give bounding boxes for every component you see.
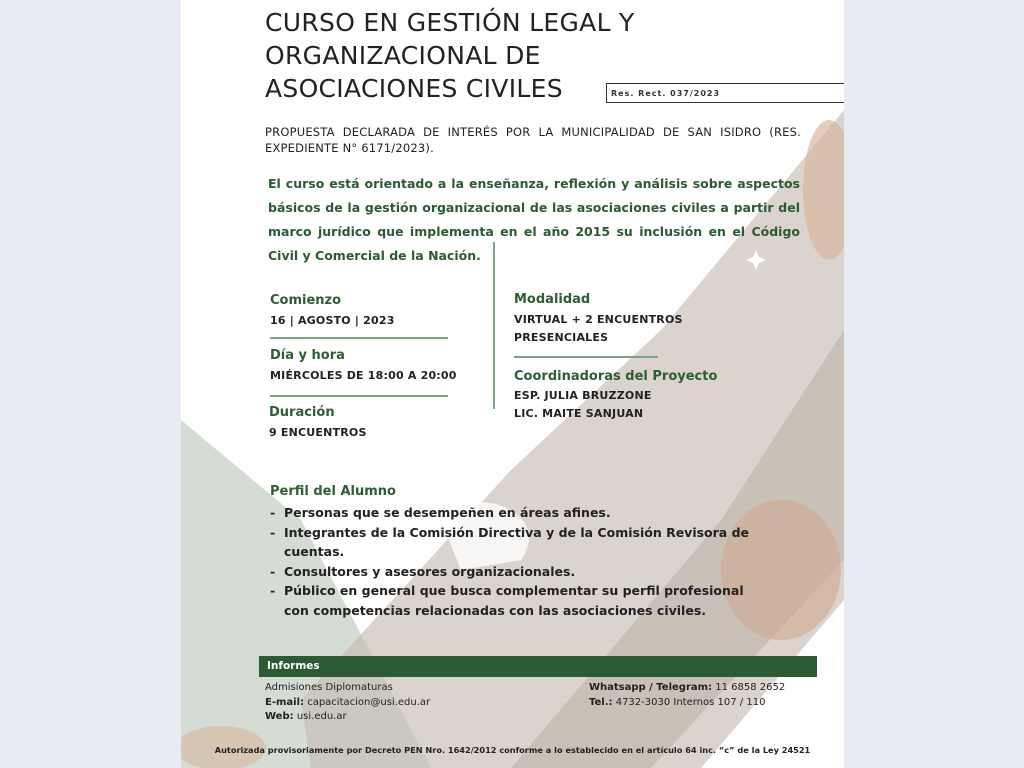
tel-number[interactable]: 4732-3030 Internos 107 / 110 <box>615 696 766 708</box>
perfil-item-text: Público en general que busca complementar su perfil profesional con competencias relacionadas con las asociaciones civiles. <box>284 583 744 618</box>
duracion-label: Duración <box>269 405 335 420</box>
flyer-content <box>181 0 844 768</box>
title-line-1: CURSO EN GESTIÓN LEGAL Y <box>265 8 635 37</box>
declared-interest-text: PROPUESTA DECLARADA DE INTERÉS POR LA MUNICIPALIDAD DE SAN ISIDRO (RES. EXPEDIENTE N° 6171/2023). <box>265 125 801 155</box>
perfil-item-text: Personas que se desempeñen en áreas afines. <box>284 505 611 520</box>
contact-right <box>589 681 785 710</box>
modalidad-label: Modalidad <box>514 292 591 307</box>
bullet-dash: - <box>270 563 276 579</box>
legal-footer: Autorizada provisoriamente por Decreto PEN Nro. 1642/2012 conforme a lo establecido en el artículo 64 inc. “c” de la Ley 24521 <box>214 745 811 755</box>
dia-hora-label: Día y hora <box>270 348 345 363</box>
coordinadora-1: ESP. JULIA BRUZZONE <box>514 389 652 402</box>
informes-title: Informes <box>267 660 320 672</box>
vertical-divider <box>493 242 495 409</box>
perfil-item-text: Integrantes de la Comisión Directiva y de la Comisión Revisora de cuentas. <box>284 524 750 559</box>
contact-left <box>265 681 430 725</box>
web-link[interactable]: usi.edu.ar <box>296 711 347 722</box>
resolution-number: Res. Rect. 037/2023 <box>611 89 721 98</box>
bullet-dash: - <box>270 505 276 520</box>
modalidad-value-line-1: VIRTUAL + 2 ENCUENTROS <box>514 313 683 326</box>
tel-label: Tel.: <box>589 696 613 708</box>
title-line-2: ORGANIZACIONAL DE <box>265 41 541 70</box>
comienzo-label: Comienzo <box>270 293 342 308</box>
comienzo-value: 16 | AGOSTO | 2023 <box>270 314 395 327</box>
coordinadora-2: LIC. MAITE SANJUAN <box>514 407 644 420</box>
title-line-3: ASOCIACIONES CIVILES <box>265 74 563 103</box>
dia-hora-value: MIÉRCOLES DE 18:00 A 20:00 <box>270 369 457 382</box>
perfil-item-text: Consultores y asesores organizacionales. <box>284 563 576 579</box>
web-row <box>265 710 430 725</box>
divider-modalidad <box>514 356 658 358</box>
list-item <box>270 562 750 582</box>
admisiones-label: Admisiones Diplomaturas <box>265 682 393 693</box>
tel-row <box>589 696 785 711</box>
list-item <box>270 581 750 620</box>
modalidad-value-line-2: PRESENCIALES <box>514 331 609 344</box>
whatsapp-label: Whatsapp / Telegram: <box>589 682 713 693</box>
email-row <box>265 696 430 711</box>
list-item <box>270 523 750 562</box>
email-link[interactable]: capacitacion@usi.edu.ar <box>307 696 431 708</box>
web-label: Web: <box>265 711 294 722</box>
duracion-value: 9 ENCUENTROS <box>269 426 367 439</box>
bullet-dash: - <box>270 524 276 540</box>
list-item <box>270 503 750 523</box>
divider-comienzo <box>270 337 448 339</box>
course-flyer <box>181 0 844 768</box>
divider-dia <box>270 395 448 397</box>
whatsapp-row <box>589 681 785 696</box>
informes-header-bar <box>259 656 817 677</box>
bullet-dash: - <box>270 583 276 598</box>
whatsapp-number[interactable]: 11 6858 2652 <box>715 682 786 693</box>
course-description: El curso está orientado a la enseñanza, reflexión y análisis sobre aspectos básicos de la gestión organizacional de las asociaciones civiles a partir del marco jurídico que implementa en el año 2015 su inclusión en el Código Civil y Comercial de la Nación. <box>268 176 800 263</box>
email-label: E-mail: <box>265 696 305 708</box>
coordinadoras-label: Coordinadoras del Proyecto <box>514 369 718 384</box>
perfil-list <box>270 503 750 620</box>
perfil-title: Perfil del Alumno <box>270 484 396 499</box>
